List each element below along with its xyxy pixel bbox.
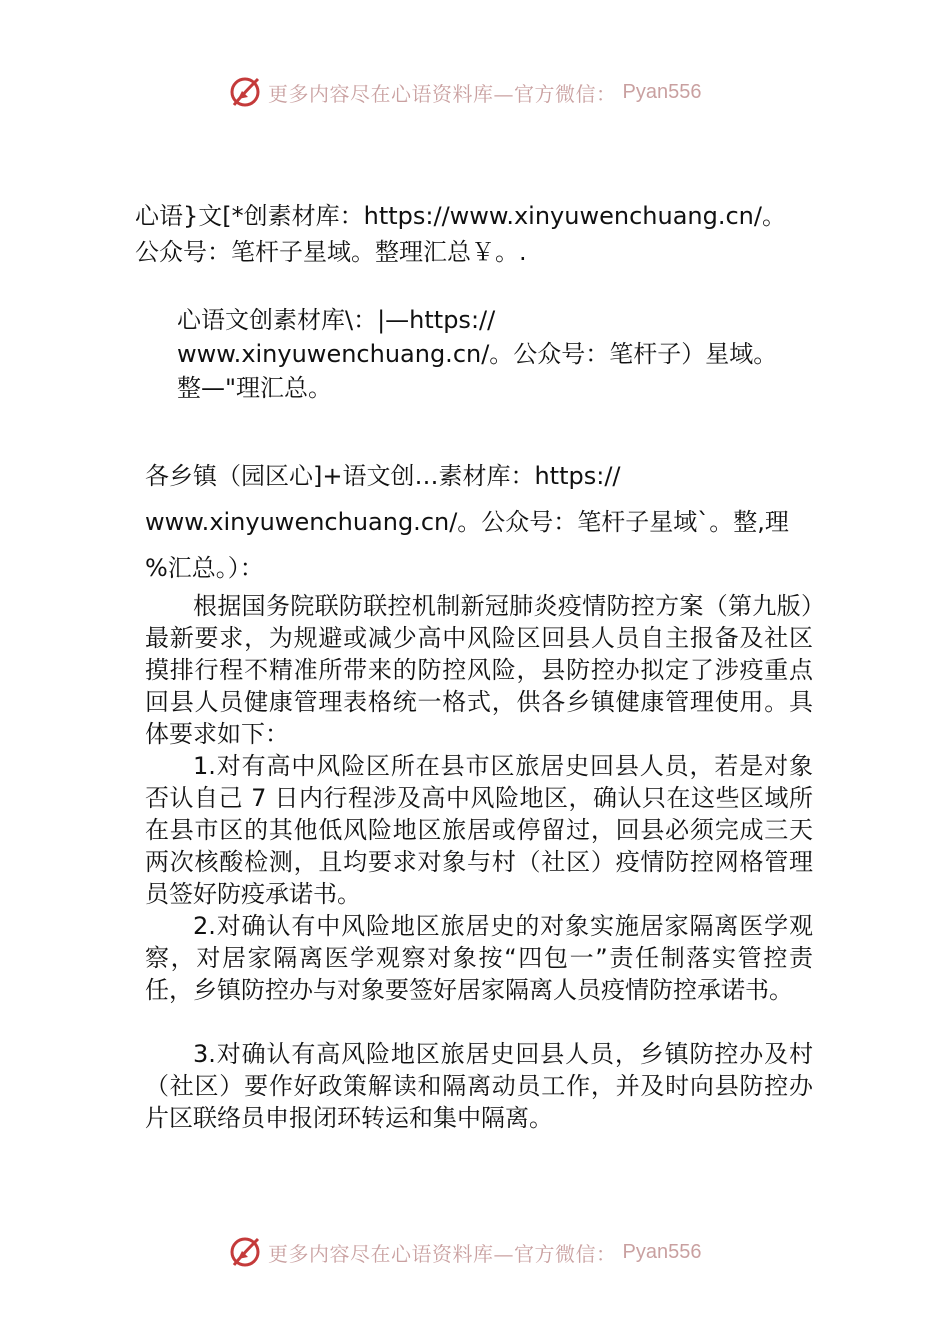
footer-banner	[228, 1232, 701, 1272]
watermark-1-line-1: 心语}文[*创素材库：https://www.xinyuwenchuang.cn/。	[135, 202, 786, 230]
banner-text: 更多内容尽在心语资料库—官方微信：	[268, 81, 617, 106]
banner-wechat-id: Pyan556	[622, 1240, 702, 1263]
watermark-3-line-2: www.xinyuwenchuang.cn/。公众号：笔杆子星域`。整,理	[145, 508, 789, 536]
item-2-paragraph: 2.对确认有中风险地区旅居史的对象实施居家隔离医学观察，对居家隔离医学观察对象按“四包一”责任制落实管控责任，乡镇防控办与对象要签好居家隔离人员疫情防控承诺书。	[145, 912, 813, 1004]
quill-logo-icon	[228, 1235, 262, 1269]
banner-wechat-id: Pyan556	[622, 80, 702, 103]
watermark-1-line-2: 公众号：笔杆子星域。整理汇总￥。.	[135, 238, 527, 266]
watermark-2-line-2: www.xinyuwenchuang.cn/。公众号：笔杆子）星域。	[177, 340, 778, 368]
item-1-paragraph: 1.对有高中风险区所在县市区旅居史回县人员，若是对象否认自己 7 日内行程涉及高中风险地区，确认只在这些区域所在县市区的其他低风险地区旅居或停留过，回县必须完成三天两次核酸检测，且均要求对象与村（社区）疫情防控网格管理员签好防疫承诺书。	[145, 752, 813, 908]
banner-text: 更多内容尽在心语资料库—官方微信：	[268, 1241, 617, 1266]
intro-paragraph: 根据国务院联防联控机制新冠肺炎疫情防控方案（第九版）最新要求，为规避或减少高中风险区回县人员自主报备及社区摸排行程不精准所带来的防控风险，县防控办拟定了涉疫重点回县人员健康管理表格统一格式，供各乡镇健康管理使用。具体要求如下：	[145, 592, 813, 748]
watermark-2-line-3: 整—"理汇总。	[177, 374, 333, 402]
header-banner	[228, 72, 701, 112]
watermark-3-line-1: 各乡镇（园区心]+语文创…素材库：https://	[145, 462, 621, 490]
quill-logo-icon	[228, 75, 262, 109]
item-3-paragraph: 3.对确认有高风险地区旅居史回县人员，乡镇防控办及村（社区）要作好政策解读和隔离动员工作，并及时向县防控办片区联络员申报闭环转运和集中隔离。	[145, 1040, 813, 1132]
watermark-2-line-1: 心语文创素材库\：|—https://	[177, 306, 496, 334]
watermark-3-line-3: %汇总。）：	[145, 554, 264, 582]
